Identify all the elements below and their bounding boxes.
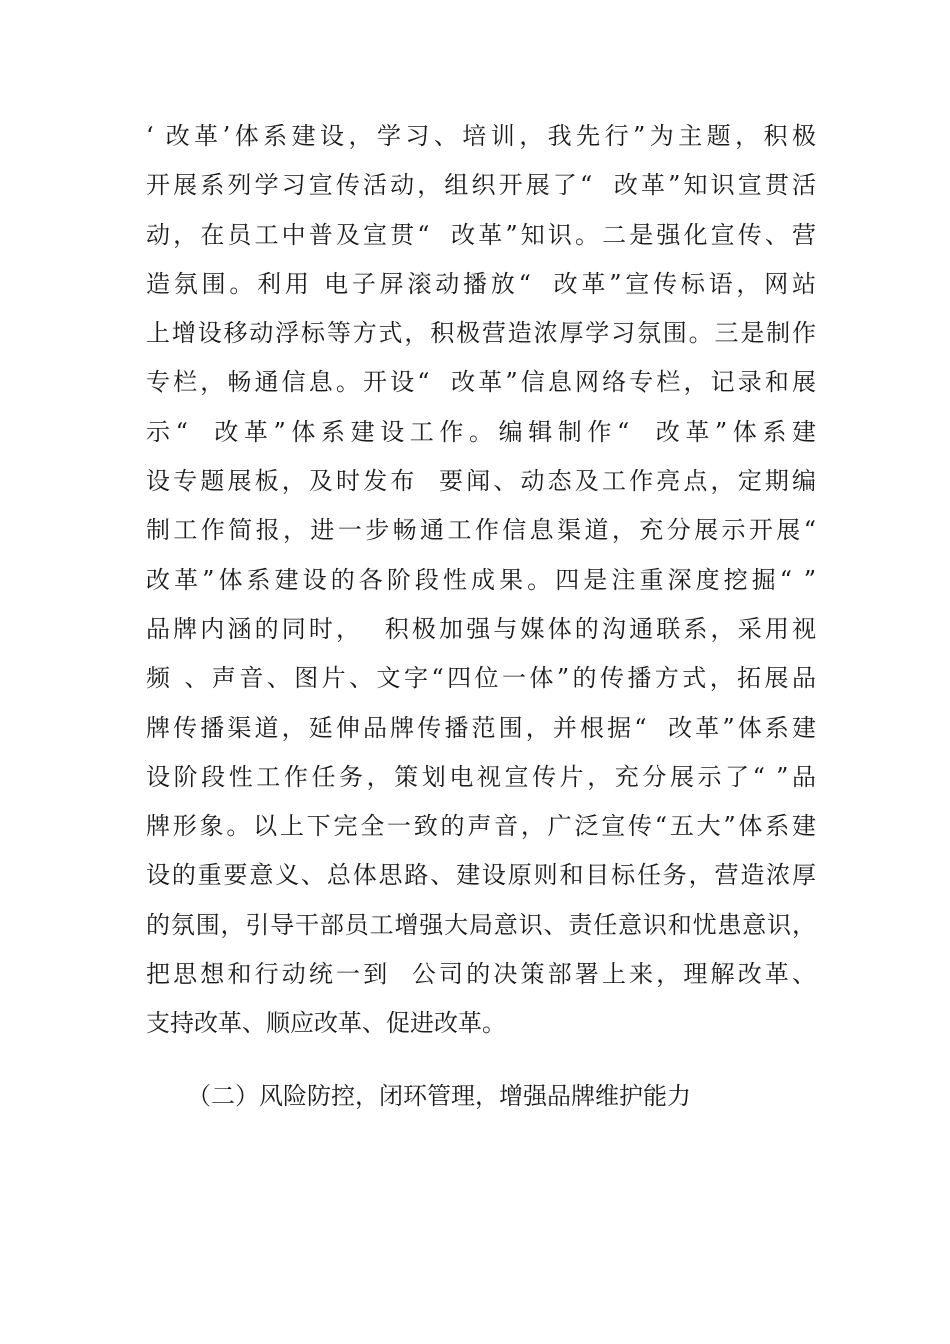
paragraph-line-9: 制工作简报，进一步畅通工作信息渠道，充分展示开展“ xyxy=(146,516,816,545)
paragraph-line-6: 专栏，畅通信息。开设“ 改革”信息网络专栏，记录和展 xyxy=(146,368,816,397)
paragraph-line-2: 开展系列学习宣传活动，组织开展了“ 改革”知识宣贯活 xyxy=(146,171,816,200)
paragraph-line-16: 设的重要意义、总体思路、建设原则和目标任务，营造浓厚 xyxy=(146,861,816,890)
paragraph-line-7: 示“ 改革”体系建设工作。编辑制作“ 改革”体系建 xyxy=(146,417,816,446)
paragraph-line-3: 动，在员工中普及宣贯“ 改革”知识。二是强化宣传、营 xyxy=(146,220,816,249)
paragraph-line-15: 牌形象。以上下完全一致的声音，广泛宣传“五大”体系建 xyxy=(146,812,816,841)
paragraph-line-12: 频 、声音、图片、文字“四位一体”的传播方式，拓展品 xyxy=(146,664,816,693)
paragraph-line-4: 造氛围。利用 电子屏滚动播放“ 改革”宣传标语，网站 xyxy=(146,269,816,298)
paragraph-line-11: 品牌内涵的同时， 积极加强与媒体的沟通联系，采用视 xyxy=(146,614,816,643)
body-paragraph xyxy=(146,112,816,1049)
paragraph-line-14: 设阶段性工作任务，策划电视宣传片，充分展示了“ ”品 xyxy=(146,762,816,791)
paragraph-line-10: 改革”体系建设的各阶段性成果。四是注重深度挖掘“ ” xyxy=(146,565,816,594)
paragraph-line-8: 设专题展板，及时发布 要闻、动态及工作亮点，定期编 xyxy=(146,467,816,496)
paragraph-line-13: 牌传播渠道，延伸品牌传播范围，并根据“ 改革”体系建 xyxy=(146,713,816,742)
paragraph-line-19: 支持改革、顺应改革、促进改革。 xyxy=(146,1009,506,1038)
paragraph-line-17: 的氛围，引导干部员工增强大局意识、责任意识和忧患意识， xyxy=(146,910,816,939)
paragraph-line-5: 上增设移动浮标等方式，积极营造浓厚学习氛围。三是制作 xyxy=(146,319,816,348)
paragraph-line-18: 把思想和行动统一到 公司的决策部署上来，理解改革、 xyxy=(146,960,816,989)
section-heading: （二）风险防控，闭环管理，增强品牌维护能力 xyxy=(187,1082,691,1110)
paragraph-line-1: ‘ 改革’体系建设，学习、培训，我先行”为主题，积极 xyxy=(146,122,816,150)
